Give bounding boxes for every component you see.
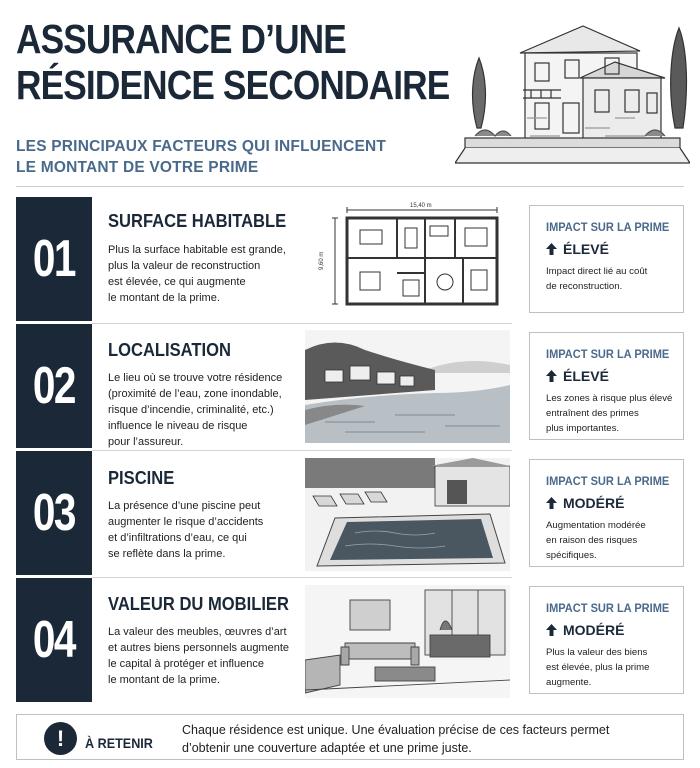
footer-label: À RETENIR [85,735,153,751]
impact-card-02 [529,332,684,440]
exclamation-icon: ! [44,722,77,755]
factor-number-01: 01 [16,197,92,321]
subtitle-line-2: LE MONTANT DE VOTRE PRIME [16,159,259,176]
impact-text: Les zones à risque plus élevé entraînent des primes plus importantes. [546,393,673,434]
factor-number-03: 03 [16,451,92,575]
arrow-up-icon [546,624,557,636]
impact-level: ÉLEVÉ [546,368,673,384]
plan-height-label: 9,60 m [319,251,325,270]
impact-card-01 [529,205,684,313]
impact-level: MODÉRÉ [546,622,673,638]
subtitle-line-1: LES PRINCIPAUX FACTEURS QUI INFLUENCENT [16,138,387,155]
factor-description: Plus la surface habitable est grande, plus la valeur de reconstruction est élevée, ce qui augmente le montant de la prime. [108,244,286,304]
impact-text: Impact direct lié au coût de reconstruction. [546,266,648,292]
floor-plan-icon [305,198,510,311]
title-line-1: ASSURANCE D’UNE [16,16,346,62]
living-room-icon [305,585,510,698]
arrow-up-icon [546,370,557,382]
impact-label: IMPACT SUR LA PRIME [546,474,670,488]
page-title [16,16,450,108]
impact-text: Plus la valeur des biens est élevée, plus la prime augmente. [546,647,650,688]
swimming-pool-icon [305,458,510,571]
title-line-2: RÉSIDENCE SECONDAIRE [16,62,450,108]
factor-description: Le lieu où se trouve votre résidence (proximité de l’eau, zone inondable, risque d’incendie, criminalité, etc.) influence le niveau de risque pour l’assureur. [108,372,283,448]
row-divider [92,577,512,578]
factor-description: La valeur des meubles, œuvres d’art et autres biens personnels augmente le capital à protéger et influence le montant de la prime. [108,626,290,686]
impact-card-04 [529,586,684,694]
coastal-village-icon [305,330,510,443]
impact-label: IMPACT SUR LA PRIME [546,601,670,615]
factor-title: VALEUR DU MOBILIER [108,594,289,614]
impact-level: MODÉRÉ [546,495,673,511]
arrow-up-icon [546,243,557,255]
villa-sketch-icon [455,18,690,168]
arrow-up-icon [546,497,557,509]
impact-level: ÉLEVÉ [546,241,673,257]
impact-label: IMPACT SUR LA PRIME [546,347,670,361]
factor-number-04: 04 [16,578,92,702]
impact-card-03 [529,459,684,567]
footer-text: Chaque résidence est unique. Une évaluation précise de ces facteurs permet d’obtenir une couverture adaptée et une prime juste. [182,723,610,755]
factor-description: La présence d’une piscine peut augmenter le risque d’accidents et d’infiltrations d’eau, ce qui se reflète dans la prime. [108,500,264,560]
page-subtitle [16,136,386,178]
impact-label: IMPACT SUR LA PRIME [546,220,670,234]
impact-text: Augmentation modérée en raison des risques spécifiques. [546,520,646,561]
plan-width-label: 15,40 m [410,203,432,209]
header-divider [16,186,684,187]
factor-title: PISCINE [108,468,175,488]
factor-number-02: 02 [16,324,92,448]
row-divider [92,323,512,324]
row-divider [92,450,512,451]
factor-title: LOCALISATION [108,340,231,360]
factor-title: SURFACE HABITABLE [108,211,287,231]
